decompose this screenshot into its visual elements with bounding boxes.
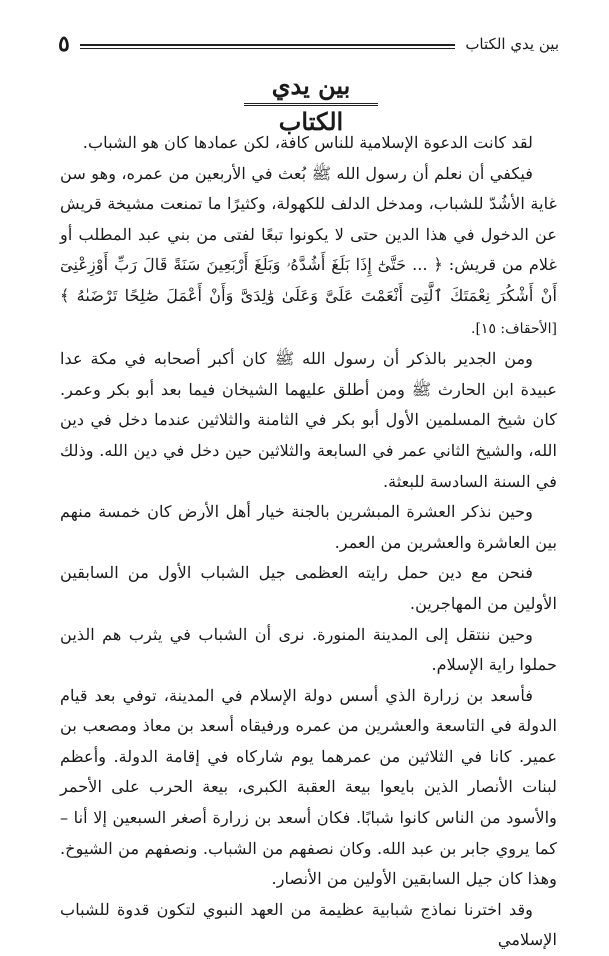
paragraph: وحين نذكر العشرة المبشرين بالجنة خيار أهل الأرض كان خمسة منهم بين العاشرة والعشرين من العمر. <box>60 502 557 552</box>
page-number: ٥ <box>58 31 70 57</box>
paragraph-with-verse <box>60 159 557 345</box>
paragraph: وحين ننتقل إلى المدينة المنورة. نرى أن الشباب في يثرب هم الذين حملوا راية الإسلام. <box>60 624 557 675</box>
paragraph: لقد كانت الدعوة الإسلامية للناس كافة، لكن عمادها كان هو الشباب. <box>82 133 533 152</box>
paragraph-text: فيكفي أن نعلم أن رسول الله ﷺ بُعث في الأربعين من عمره، وهو سن غاية الأشُدّ للشباب، ومدخل الدلف للكهولة، وكثيرًا ما تمنعت مشيخة قريش عن الدخول في هذا الدين حتى لا يكونوا تبعًا لفتى من بني عبد المطلب أو غلام من قريش: <box>60 163 557 275</box>
body-text <box>60 128 557 956</box>
chapter-heading <box>236 68 386 136</box>
paragraph: ومن الجدير بالذكر أن رسول الله ﷺ كان أكبر أصحابه في مكة عدا عبيدة ابن الحارث ﷺ ومن أطلق عليهما الشيخان فيما بعد أبو بكر وعمر. كان شيخ المسلمين الأول أبو بكر في الثامنة والثلاثين عندما دخل في دين الله، والشيخ الثاني عمر في السابعة والثلاثين حين دخل في دين الله. وذلك في السنة السادسة للبعثة. <box>60 349 557 491</box>
quran-verse: ﴿ ... حَتَّىٰٓ إِذَا بَلَغَ أَشُدَّهُۥ وَبَلَغَ أَرْبَعِينَ سَنَةً قَالَ رَبِّ أَوْزِعْنِىٓ أَنْ أَشْكُرَ نِعْمَتَكَ ٱلَّتِىٓ أَنْعَمْتَ عَلَىَّ وَعَلَىٰ وَٰلِدَىَّ وَأَنْ أَعْمَلَ صَٰلِحًا تَرْضَىٰهُ ﴾ <box>60 255 557 305</box>
chapter-underline <box>244 103 378 110</box>
chapter-title: بين يدي الكتاب <box>271 71 351 136</box>
paragraph: فأسعد بن زرارة الذي أسس دولة الإسلام في المدينة، توفي بعد قيام الدولة في التاسعة والعشرين من عمره ورفيقاه أسعد بن معاذ ومصعب بن عمير. كانا في الثلاثين من عمرهما يوم شاركاه في إقامة الدولة. وأعظم لبنات الأنصار الذين بايعوا بيعة العقبة الكبرى، بيعة الحرب على الأحمر والأسود من الناس كانوا شبابًا. فكان أسعد بن زرارة أصغر السبعين إلا أنا – كما يروي جابر بن عبد الله. وكان نصفهم من الشباب. ونصفهم من الشيوخ. وهذا كان جيل السابقين الأولين من الأنصار. <box>60 685 557 889</box>
running-title: بين يدي الكتاب <box>465 35 559 53</box>
paragraph: وقد اخترنا نماذج شبابية عظيمة من العهد النبوي لتكون قدوة للشباب الإسلامي <box>60 899 557 950</box>
paragraph: فنحن مع دين حمل رايته العظمى جيل الشباب الأول من السابقين الأولين من المهاجرين. <box>60 563 557 613</box>
running-header <box>58 30 559 58</box>
header-rule <box>80 44 455 49</box>
verse-citation: [الأحقاف: ١٥]. <box>471 320 557 337</box>
